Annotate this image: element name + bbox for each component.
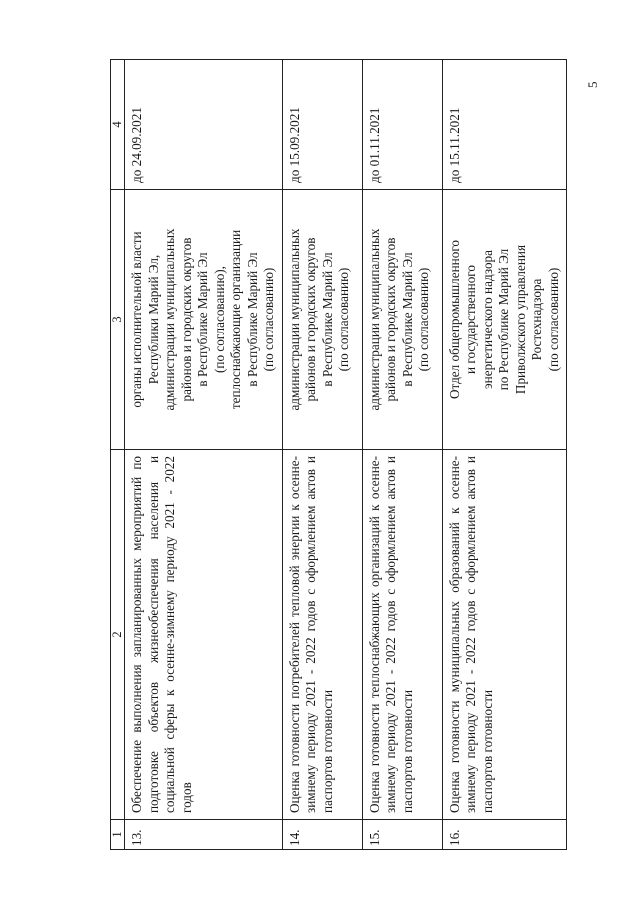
- responsible-line: Отдел общепромышленного: [446, 239, 462, 400]
- row-number: 13.: [125, 820, 283, 850]
- responsible-line: (по согласованию): [416, 267, 431, 372]
- header-col-2: 2: [111, 450, 125, 820]
- responsible-line: администрации муниципальных: [286, 228, 302, 411]
- deadline-text: до 15.11.2021: [442, 60, 567, 190]
- responsible-line: по Республике Марий Эл: [496, 248, 511, 391]
- measures-table: [110, 59, 567, 850]
- responsible-line: в Республике Марий Эл: [319, 252, 335, 387]
- responsible-line: теплоснабжающие организации: [228, 229, 243, 410]
- responsible-line: энергетического надзора: [479, 250, 495, 389]
- deadline-text: до 24.09.2021: [125, 60, 283, 190]
- responsible-line: (по согласованию): [545, 267, 561, 372]
- responsible-line: (по согласованию): [336, 267, 351, 372]
- responsible-line: администрации муниципальных: [366, 228, 382, 411]
- responsible-cell: [442, 190, 567, 450]
- table-row: [282, 60, 362, 850]
- deadline-text: до 01.11.2021: [362, 60, 442, 190]
- responsible-cell: [282, 190, 362, 450]
- responsible-line: Ростехнадзора: [529, 278, 544, 361]
- responsible-line: в Республике Марий Эл: [399, 252, 415, 387]
- responsible-line: районов и городских округов: [303, 237, 318, 402]
- responsible-line: в Республике Марий Эл: [244, 252, 260, 387]
- responsible-line: и государственного: [463, 265, 478, 374]
- header-col-3: 3: [111, 190, 125, 450]
- responsible-line: в Республике Марий Эл: [195, 252, 210, 387]
- responsible-line: (по согласованию): [261, 267, 276, 372]
- responsible-line: органы исполнительной власти: [129, 231, 144, 408]
- page-number: 5: [585, 81, 600, 88]
- responsible-line: районов и городских округов: [383, 237, 398, 402]
- header-col-4: 4: [111, 60, 125, 190]
- responsible-line: администрации муниципальных: [162, 228, 177, 411]
- measure-text: Обеспечение выполнения запланированных мероприятий по подготовке объектов жизнеобеспечения населения и социальной сферы к осенне-зимнему периоду 2021 - 2022 годов: [125, 450, 283, 820]
- header-row: [111, 60, 125, 850]
- measure-text: Оценка готовности теплоснабжающих организаций к осенне-зимнему периоду 2021 - 2022 годов с оформлением актов и паспортов готовности: [362, 450, 442, 820]
- responsible-line: Республики Марий Эл,: [145, 254, 161, 385]
- row-number: 15.: [362, 820, 442, 850]
- responsible-cell: [362, 190, 442, 450]
- table-row: [125, 60, 283, 850]
- rotated-table-container: [110, 60, 561, 850]
- responsible-line: районов и городских округов: [178, 237, 194, 402]
- measure-text: Оценка готовности муниципальных образований к осенне-зимнему периоду 2021 - 2022 годов с оформлением актов и паспортов готовности: [442, 450, 567, 820]
- table-row: [362, 60, 442, 850]
- row-number: 14.: [282, 820, 362, 850]
- row-number: 16.: [442, 820, 567, 850]
- responsible-line: (по согласованию),: [211, 266, 227, 373]
- deadline-text: до 15.09.2021: [282, 60, 362, 190]
- measure-text: Оценка готовности потребителей тепловой энергии к осенне-зимнему периоду 2021 - 2022 годов с оформлением актов и паспортов готовности: [282, 450, 362, 820]
- header-col-1: 1: [111, 820, 125, 850]
- table-row: [442, 60, 567, 850]
- responsible-line: Приволжского управления: [512, 244, 528, 395]
- responsible-cell: [125, 190, 283, 450]
